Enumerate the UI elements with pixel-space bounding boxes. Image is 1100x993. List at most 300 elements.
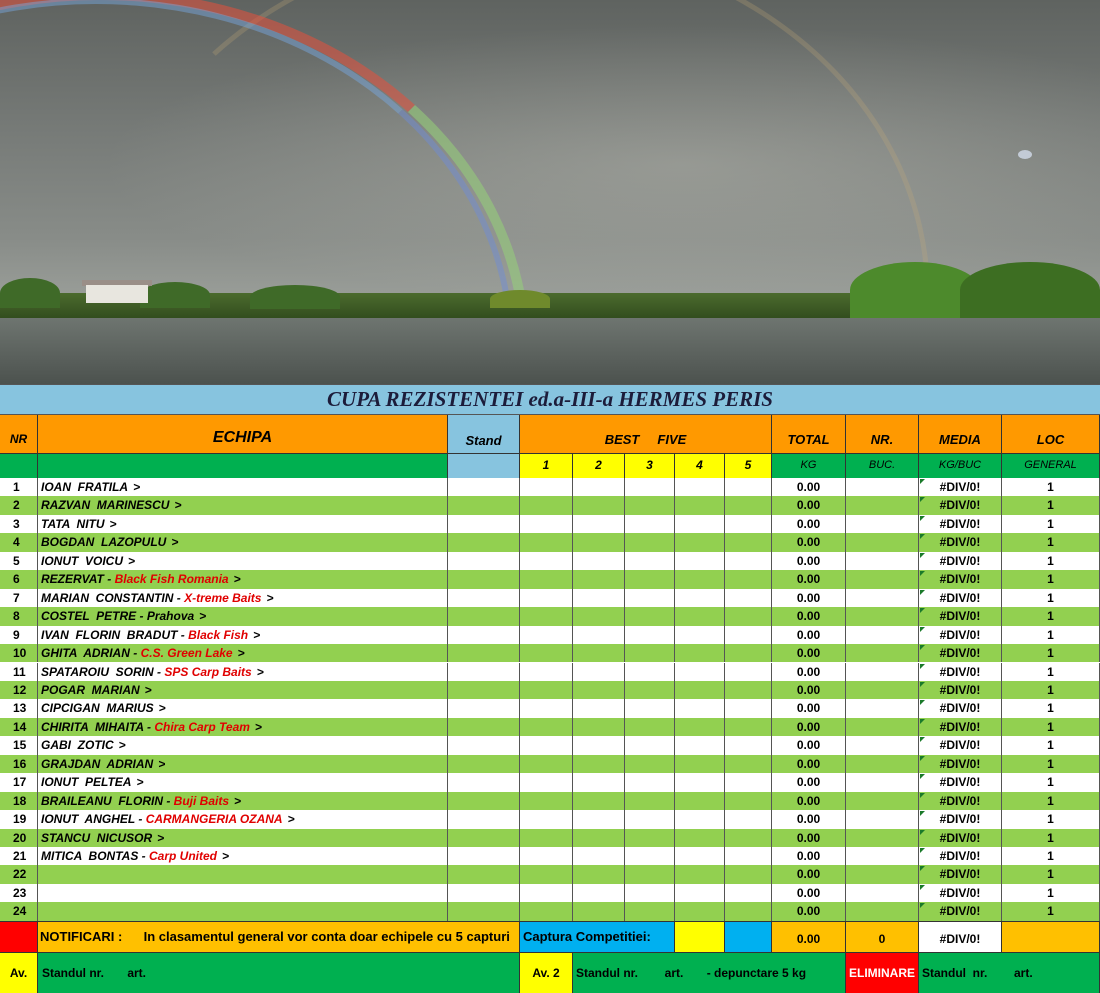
- row-total: 0.00: [772, 755, 846, 773]
- row-capture-3: [625, 681, 675, 699]
- captura-blue: [725, 921, 772, 952]
- row-capture-1: [520, 681, 573, 699]
- row-media: #DIV/0!: [919, 681, 1002, 699]
- team-name: TATA NITU: [41, 516, 105, 531]
- row-stand: [448, 570, 520, 588]
- row-capture-4: [675, 902, 725, 920]
- row-capture-4: [675, 810, 725, 828]
- row-capture-3: [625, 496, 675, 514]
- header-loc: LOC: [1002, 415, 1100, 453]
- row-buc: [846, 552, 919, 570]
- team-name: IONUT ANGHEL: [41, 812, 136, 827]
- row-capture-5: [725, 718, 772, 736]
- row-total: 0.00: [772, 626, 846, 644]
- row-capture-3: [625, 829, 675, 847]
- lake-water: [0, 318, 1100, 384]
- row-arrow: >: [254, 719, 262, 734]
- row-arrow: >: [199, 609, 207, 624]
- tree: [960, 262, 1100, 318]
- row-buc: [846, 755, 919, 773]
- best-col-1: 1: [520, 453, 573, 478]
- row-media: #DIV/0!: [919, 902, 1002, 920]
- row-team: [38, 570, 448, 588]
- row-stand: [448, 496, 520, 514]
- row-loc: 1: [1002, 736, 1100, 754]
- row-media: #DIV/0!: [919, 496, 1002, 514]
- row-capture-2: [573, 663, 625, 681]
- row-arrow: >: [158, 701, 166, 716]
- row-nr: 4: [0, 533, 38, 551]
- row-arrow: >: [266, 590, 274, 605]
- row-capture-4: [675, 736, 725, 754]
- row-arrow: >: [233, 572, 241, 587]
- row-media: #DIV/0!: [919, 829, 1002, 847]
- row-stand: [448, 847, 520, 865]
- row-buc: [846, 607, 919, 625]
- row-capture-1: [520, 865, 573, 883]
- team-name: MITICA BONTAS: [41, 849, 139, 863]
- row-media: #DIV/0!: [919, 478, 1002, 496]
- row-capture-2: [573, 718, 625, 736]
- table-row: [0, 607, 1100, 625]
- table-row: [0, 681, 1100, 699]
- row-capture-3: [625, 607, 675, 625]
- team-separator: -: [153, 664, 165, 679]
- row-capture-4: [675, 533, 725, 551]
- best-col-2: 2: [573, 453, 625, 478]
- row-arrow: >: [158, 756, 166, 771]
- row-nr: 13: [0, 699, 38, 717]
- row-capture-4: [675, 884, 725, 902]
- row-media: #DIV/0!: [919, 552, 1002, 570]
- av2-text: Standul nr. art. - depunctare 5 kg: [573, 952, 846, 993]
- row-capture-2: [573, 496, 625, 514]
- table-row: [0, 515, 1100, 533]
- row-capture-5: [725, 607, 772, 625]
- team-club: CARMANGERIA OZANA: [145, 812, 283, 827]
- row-capture-2: [573, 681, 625, 699]
- team-name: COSTEL PETRE: [41, 609, 137, 624]
- row-capture-2: [573, 515, 625, 533]
- row-team: [38, 663, 448, 681]
- row-capture-4: [675, 626, 725, 644]
- row-buc: [846, 589, 919, 607]
- header-best-five: BEST FIVE: [520, 415, 772, 453]
- best-col-4: 4: [675, 453, 725, 478]
- team-name: GRAJDAN ADRIAN: [41, 756, 154, 771]
- row-media: #DIV/0!: [919, 847, 1002, 865]
- row-loc: 1: [1002, 810, 1100, 828]
- row-capture-4: [675, 792, 725, 810]
- row-loc: 1: [1002, 570, 1100, 588]
- row-capture-2: [573, 773, 625, 791]
- row-capture-1: [520, 773, 573, 791]
- row-capture-2: [573, 847, 625, 865]
- row-team: [38, 773, 448, 791]
- team-separator: -: [143, 719, 155, 734]
- row-buc: [846, 829, 919, 847]
- row-capture-2: [573, 699, 625, 717]
- row-capture-5: [725, 699, 772, 717]
- row-capture-2: [573, 644, 625, 662]
- row-nr: 6: [0, 570, 38, 588]
- table-row: [0, 902, 1100, 920]
- row-arrow: >: [171, 535, 179, 550]
- row-nr: 16: [0, 755, 38, 773]
- tree: [0, 278, 60, 308]
- captura-loc: [1002, 921, 1100, 952]
- table-row: [0, 589, 1100, 607]
- row-nr: 7: [0, 589, 38, 607]
- team-separator: -: [136, 609, 147, 624]
- row-capture-4: [675, 478, 725, 496]
- row-capture-1: [520, 884, 573, 902]
- header-loc-unit: GENERAL: [1002, 453, 1100, 478]
- row-team: [38, 736, 448, 754]
- row-loc: 1: [1002, 515, 1100, 533]
- row-capture-1: [520, 589, 573, 607]
- row-stand: [448, 589, 520, 607]
- row-stand: [448, 663, 520, 681]
- row-capture-4: [675, 847, 725, 865]
- header-nr-buc: NR.: [846, 415, 919, 453]
- team-name: RAZVAN MARINESCU: [41, 498, 170, 513]
- row-nr: 3: [0, 515, 38, 533]
- team-name: POGAR MARIAN: [41, 682, 140, 697]
- row-media: #DIV/0!: [919, 792, 1002, 810]
- row-stand: [448, 810, 520, 828]
- row-media: #DIV/0!: [919, 884, 1002, 902]
- row-team: [38, 884, 448, 902]
- row-media: #DIV/0!: [919, 515, 1002, 533]
- row-capture-2: [573, 865, 625, 883]
- row-nr: 17: [0, 773, 38, 791]
- row-capture-5: [725, 626, 772, 644]
- row-loc: 1: [1002, 847, 1100, 865]
- row-buc: [846, 644, 919, 662]
- row-stand: [448, 773, 520, 791]
- row-capture-4: [675, 699, 725, 717]
- row-total: 0.00: [772, 810, 846, 828]
- row-capture-2: [573, 810, 625, 828]
- row-capture-3: [625, 570, 675, 588]
- row-team: [38, 681, 448, 699]
- row-nr: 18: [0, 792, 38, 810]
- row-buc: [846, 515, 919, 533]
- best-col-3: 3: [625, 453, 675, 478]
- row-capture-1: [520, 810, 573, 828]
- row-media: #DIV/0!: [919, 644, 1002, 662]
- row-team: [38, 810, 448, 828]
- row-stand: [448, 902, 520, 920]
- row-capture-5: [725, 663, 772, 681]
- row-nr: 19: [0, 810, 38, 828]
- row-capture-5: [725, 496, 772, 514]
- row-capture-4: [675, 515, 725, 533]
- row-loc: 1: [1002, 478, 1100, 496]
- team-name: CHIRITA MIHAITA: [41, 719, 144, 734]
- header-total-unit: KG: [772, 453, 846, 478]
- row-capture-3: [625, 865, 675, 883]
- team-name: STANCU NICUSOR: [41, 830, 153, 845]
- team-club: Black Fish Romania: [114, 572, 229, 587]
- row-capture-3: [625, 699, 675, 717]
- row-arrow: >: [128, 553, 136, 568]
- row-buc: [846, 533, 919, 551]
- row-capture-1: [520, 829, 573, 847]
- header-echipa: ECHIPA: [38, 415, 448, 453]
- row-team: [38, 865, 448, 883]
- row-stand: [448, 607, 520, 625]
- row-arrow: >: [253, 627, 261, 642]
- row-stand: [448, 533, 520, 551]
- table-row: [0, 736, 1100, 754]
- row-capture-3: [625, 736, 675, 754]
- row-loc: 1: [1002, 552, 1100, 570]
- row-nr: 23: [0, 884, 38, 902]
- row-capture-1: [520, 570, 573, 588]
- row-capture-1: [520, 515, 573, 533]
- row-capture-2: [573, 626, 625, 644]
- row-loc: 1: [1002, 663, 1100, 681]
- building: [86, 285, 148, 303]
- row-media: #DIV/0!: [919, 810, 1002, 828]
- row-capture-3: [625, 533, 675, 551]
- row-buc: [846, 570, 919, 588]
- table-row: [0, 755, 1100, 773]
- team-name: BRAILEANU FLORIN: [41, 793, 163, 808]
- row-capture-4: [675, 829, 725, 847]
- table-row: [0, 865, 1100, 883]
- row-buc: [846, 736, 919, 754]
- row-media: #DIV/0!: [919, 663, 1002, 681]
- team-club: Black Fish: [188, 627, 249, 642]
- team-separator: -: [163, 793, 174, 808]
- team-club: X-treme Baits: [184, 590, 262, 605]
- row-capture-3: [625, 515, 675, 533]
- row-total: 0.00: [772, 884, 846, 902]
- row-media: #DIV/0!: [919, 570, 1002, 588]
- row-nr: 14: [0, 718, 38, 736]
- row-capture-4: [675, 552, 725, 570]
- row-buc: [846, 626, 919, 644]
- row-loc: 1: [1002, 533, 1100, 551]
- header-media: MEDIA: [919, 415, 1002, 453]
- row-loc: 1: [1002, 755, 1100, 773]
- table-row: [0, 718, 1100, 736]
- row-capture-5: [725, 644, 772, 662]
- row-arrow: >: [109, 516, 117, 531]
- row-capture-1: [520, 533, 573, 551]
- row-stand: [448, 626, 520, 644]
- row-capture-4: [675, 663, 725, 681]
- row-arrow: >: [256, 664, 264, 679]
- row-capture-5: [725, 589, 772, 607]
- row-capture-3: [625, 810, 675, 828]
- sheet-title: CUPA REZISTENTEI ed.a-III-a HERMES PERIS: [0, 384, 1100, 415]
- row-stand: [448, 552, 520, 570]
- row-loc: 1: [1002, 865, 1100, 883]
- row-buc: [846, 718, 919, 736]
- row-capture-1: [520, 755, 573, 773]
- row-capture-1: [520, 478, 573, 496]
- row-capture-1: [520, 718, 573, 736]
- row-total: 0.00: [772, 718, 846, 736]
- header-nr-buc-unit: BUC.: [846, 453, 919, 478]
- row-loc: 1: [1002, 626, 1100, 644]
- row-loc: 1: [1002, 792, 1100, 810]
- row-media: #DIV/0!: [919, 718, 1002, 736]
- row-capture-1: [520, 626, 573, 644]
- team-name: MARIAN CONSTANTIN: [41, 590, 174, 605]
- row-capture-2: [573, 607, 625, 625]
- row-buc: [846, 884, 919, 902]
- row-stand: [448, 644, 520, 662]
- row-arrow: >: [174, 498, 182, 513]
- row-capture-5: [725, 478, 772, 496]
- row-capture-5: [725, 792, 772, 810]
- row-total: 0.00: [772, 644, 846, 662]
- row-capture-3: [625, 552, 675, 570]
- row-capture-4: [675, 755, 725, 773]
- header-media-unit: KG/BUC: [919, 453, 1002, 478]
- row-media: #DIV/0!: [919, 865, 1002, 883]
- row-stand: [448, 792, 520, 810]
- row-team: [38, 478, 448, 496]
- row-capture-5: [725, 847, 772, 865]
- row-team: [38, 847, 448, 865]
- lake-rainbow-photo: [0, 0, 1100, 384]
- row-buc: [846, 865, 919, 883]
- team-separator: -: [135, 812, 146, 827]
- notice-text: In clasamentul general vor conta doar echipele cu 5 capturi: [143, 929, 510, 944]
- team-name: BOGDAN LAZOPULU: [41, 535, 167, 550]
- row-buc: [846, 478, 919, 496]
- row-total: 0.00: [772, 607, 846, 625]
- row-nr: 22: [0, 865, 38, 883]
- captura-total: 0.00: [772, 921, 846, 952]
- row-media: #DIV/0!: [919, 736, 1002, 754]
- row-capture-1: [520, 847, 573, 865]
- table-row: [0, 792, 1100, 810]
- notice-marker: [0, 921, 38, 952]
- row-capture-3: [625, 755, 675, 773]
- row-stand: [448, 515, 520, 533]
- row-total: 0.00: [772, 847, 846, 865]
- row-arrow: >: [144, 682, 152, 697]
- row-loc: 1: [1002, 589, 1100, 607]
- table-row: [0, 773, 1100, 791]
- table-row: [0, 829, 1100, 847]
- row-media: #DIV/0!: [919, 626, 1002, 644]
- row-capture-1: [520, 607, 573, 625]
- row-capture-5: [725, 884, 772, 902]
- row-nr: 5: [0, 552, 38, 570]
- row-stand: [448, 736, 520, 754]
- row-arrow: >: [222, 849, 230, 863]
- captura-label: Captura Competitiei:: [520, 921, 675, 952]
- team-club: Buji Baits: [173, 793, 230, 808]
- captura-yellow: [675, 921, 725, 952]
- team-separator: -: [138, 849, 149, 863]
- team-name: IONUT PELTEA: [41, 775, 132, 790]
- row-capture-4: [675, 865, 725, 883]
- header-stand: Stand: [448, 415, 520, 478]
- row-capture-5: [725, 810, 772, 828]
- row-team: [38, 515, 448, 533]
- row-capture-1: [520, 699, 573, 717]
- team-name: SPATAROIU SORIN: [41, 664, 154, 679]
- row-capture-4: [675, 589, 725, 607]
- team-separator: -: [103, 572, 115, 587]
- row-team: [38, 699, 448, 717]
- row-capture-4: [675, 644, 725, 662]
- row-capture-1: [520, 552, 573, 570]
- row-buc: [846, 496, 919, 514]
- table-row: [0, 644, 1100, 662]
- row-nr: 11: [0, 663, 38, 681]
- row-capture-3: [625, 718, 675, 736]
- row-buc: [846, 847, 919, 865]
- row-nr: 20: [0, 829, 38, 847]
- row-team: [38, 607, 448, 625]
- row-capture-2: [573, 478, 625, 496]
- row-stand: [448, 884, 520, 902]
- header-nr-sub: [0, 453, 38, 478]
- team-name: IOAN FRATILA: [41, 480, 129, 494]
- best-col-5: 5: [725, 453, 772, 478]
- team-name: GHITA ADRIAN: [41, 646, 130, 661]
- row-buc: [846, 699, 919, 717]
- row-arrow: >: [234, 793, 242, 808]
- row-capture-2: [573, 902, 625, 920]
- row-total: 0.00: [772, 773, 846, 791]
- table-row: [0, 884, 1100, 902]
- row-stand: [448, 699, 520, 717]
- row-capture-3: [625, 478, 675, 496]
- row-total: 0.00: [772, 736, 846, 754]
- row-team: [38, 496, 448, 514]
- team-separator: -: [129, 646, 141, 661]
- row-capture-5: [725, 570, 772, 588]
- row-capture-1: [520, 663, 573, 681]
- row-capture-5: [725, 736, 772, 754]
- results-sheet: [0, 384, 1100, 993]
- row-total: 0.00: [772, 681, 846, 699]
- row-team: [38, 626, 448, 644]
- row-capture-3: [625, 663, 675, 681]
- row-capture-3: [625, 626, 675, 644]
- row-capture-5: [725, 829, 772, 847]
- row-capture-2: [573, 570, 625, 588]
- row-media: #DIV/0!: [919, 699, 1002, 717]
- header-echipa-sub: [38, 453, 448, 478]
- team-club: Carp United: [149, 849, 218, 863]
- row-arrow: >: [237, 646, 245, 661]
- av1-label: Av.: [0, 952, 38, 993]
- row-capture-5: [725, 552, 772, 570]
- row-capture-5: [725, 773, 772, 791]
- row-total: 0.00: [772, 552, 846, 570]
- row-total: 0.00: [772, 902, 846, 920]
- row-stand: [448, 755, 520, 773]
- team-separator: -: [177, 627, 189, 642]
- row-team: [38, 644, 448, 662]
- table-row: [0, 663, 1100, 681]
- row-loc: 1: [1002, 607, 1100, 625]
- row-arrow: >: [157, 830, 165, 845]
- row-media: #DIV/0!: [919, 773, 1002, 791]
